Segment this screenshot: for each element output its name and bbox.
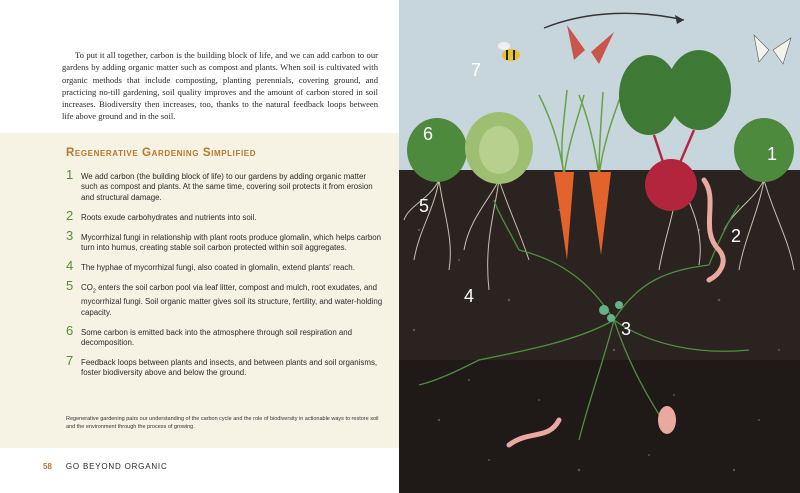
running-title: GO BEYOND ORGANIC — [65, 462, 168, 471]
step-text: The hyphae of mycorrhizal fungi, also coated in glomalin, extend plants' reach. — [81, 263, 355, 273]
step-text: Mycorrhizal fungi in relationship with plant roots produce glomalin, which helps carbon turn into humus, creating stable soil carbon protected within soil aggregates. — [81, 232, 381, 253]
page-footer — [43, 462, 168, 471]
deep-soil — [399, 360, 800, 493]
list-item — [66, 322, 384, 349]
step-number: 2 — [66, 207, 74, 223]
step-text: Roots exude carbohydrates and nutrients into soil. — [81, 212, 257, 222]
step-text: enters the soil carbon pool via leaf litter, compost and mulch, root exudates, and mycorrhizal fungi. Soil organic matter gives soil its structure, fertility, and water-holding capacity. — [81, 283, 383, 317]
panel-title: Regenerative Gardening Simplified — [66, 147, 257, 159]
callout-2: 2 — [731, 226, 742, 246]
step-number: 3 — [66, 227, 74, 243]
step-number: 6 — [66, 322, 74, 338]
beet — [645, 159, 697, 211]
step-text-subscript: 2 — [92, 288, 96, 295]
callout-6: 6 — [423, 124, 434, 144]
list-item — [66, 278, 384, 318]
callout-5: 5 — [419, 196, 430, 216]
step-text: We add carbon (the building block of life) to our gardens by adding organic matter such as compost and plants. At the same time, covering soil protects it from erosion and structural damage. — [81, 172, 373, 202]
list-item — [66, 167, 384, 203]
step-number: 5 — [66, 278, 74, 294]
right-page — [399, 0, 800, 493]
step-number: 4 — [66, 258, 74, 274]
list-item — [66, 353, 384, 379]
callout-4: 4 — [464, 286, 475, 306]
list-item — [66, 258, 384, 274]
steps-list — [66, 167, 384, 388]
list-item — [66, 207, 384, 223]
list-item — [66, 227, 384, 254]
step-text: Feedback loops between plants and insects, and between plants and soil organisms, foster biodiversity above and below the ground. — [81, 358, 378, 378]
grub — [658, 406, 676, 434]
page-number: 58 — [43, 462, 52, 471]
callout-7: 7 — [471, 60, 482, 80]
step-text-co: CO — [81, 283, 93, 293]
intro-paragraph: To put it all together, carbon is the building block of life, and we can add carbon to our gardens by adding organic matter such as compost and plants. When soil is cultivated with organic methods that include composting, planting perennials, covering ground, and practicing no-till gardening, soil quality improves and the amount of carbon stored in soil increases. Biodiversity then increases, too, thanks to the natural feedback loops between life above ground and in the soil. — [62, 50, 378, 122]
step-number: 1 — [66, 167, 74, 182]
left-page — [0, 0, 399, 493]
step-number: 7 — [66, 353, 74, 369]
callout-1: 1 — [767, 144, 778, 164]
footnote: Regenerative gardening pairs our understanding of the carbon cycle and the role of biodiversity in actionable ways to restore soil and the environment through the process of growing. — [66, 416, 379, 430]
step-text: Some carbon is emitted back into the atmosphere through soil respiration and decomposition. — [81, 327, 353, 348]
garden-illustration — [399, 0, 800, 493]
callout-3: 3 — [621, 319, 632, 339]
